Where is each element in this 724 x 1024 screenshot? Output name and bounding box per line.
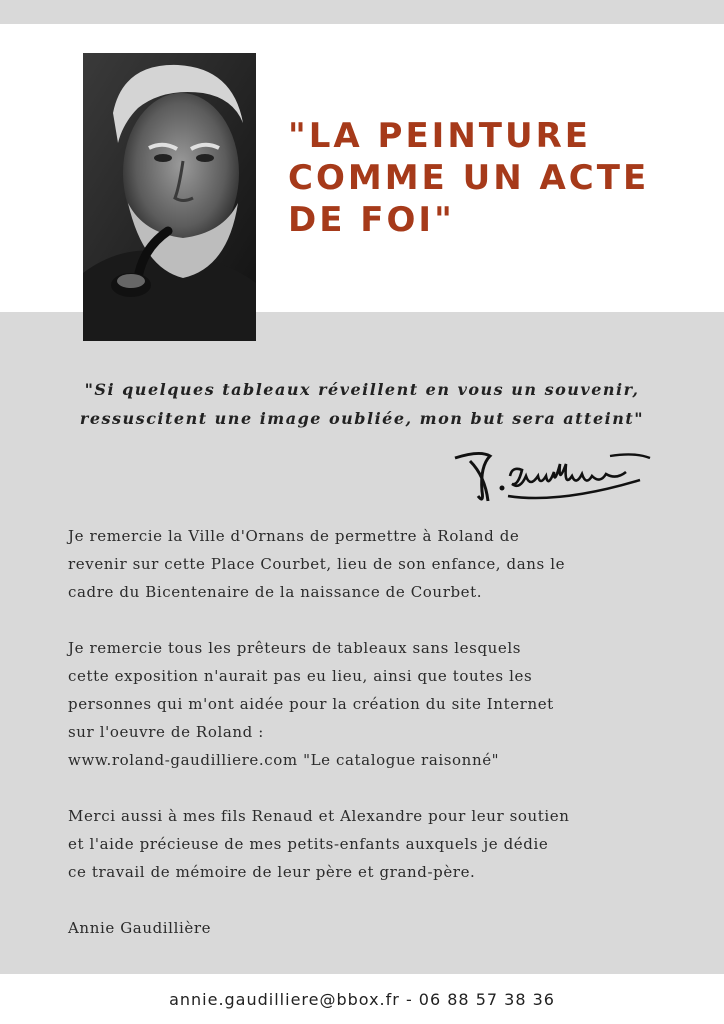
- quote: [40, 375, 684, 433]
- signature-image: [450, 446, 655, 506]
- text-line: revenir sur cette Place Courbet, lieu de son enfance, dans le: [68, 555, 566, 573]
- text-line: Je remercie la Ville d'Ornans de permettre à Roland de: [68, 527, 520, 545]
- top-band: [0, 0, 724, 24]
- footer-contact: annie.gaudilliere@bbox.fr - 06 88 57 38 36: [169, 990, 555, 1009]
- paragraph-thanks-ornans: [68, 522, 668, 606]
- text-line: cette exposition n'aurait pas eu lieu, ainsi que toutes les: [68, 667, 533, 685]
- page-title: [288, 115, 708, 241]
- portrait-photo: [83, 53, 256, 341]
- paragraph-thanks-family: [68, 802, 668, 886]
- text-line: Merci aussi à mes fils Renaud et Alexandre pour leur soutien: [68, 807, 570, 825]
- text-line: sur l'oeuvre de Roland :: [68, 723, 264, 741]
- quote-line: "Si quelques tableaux réveillent en vous un souvenir,: [84, 380, 640, 399]
- title-line: DE FOI": [288, 200, 455, 240]
- text-line: cadre du Bicentenaire de la naissance de Courbet.: [68, 583, 483, 601]
- body-text: [68, 522, 668, 970]
- text-line: Annie Gaudillière: [68, 919, 212, 937]
- text-line: personnes qui m'ont aidée pour la création du site Internet: [68, 695, 554, 713]
- website-text: www.roland-gaudilliere.com "Le catalogue raisonné": [68, 751, 500, 769]
- title-line: "LA PEINTURE: [288, 116, 591, 156]
- text-line: Je remercie tous les prêteurs de tableaux sans lesquels: [68, 639, 522, 657]
- title-line: COMME UN ACTE: [288, 158, 650, 198]
- paragraph-thanks-lenders: [68, 634, 668, 774]
- text-line: ce travail de mémoire de leur père et grand-père.: [68, 863, 476, 881]
- author-name: [68, 914, 668, 942]
- quote-line: ressuscitent une image oubliée, mon but sera atteint": [79, 409, 645, 428]
- text-line: et l'aide précieuse de mes petits-enfants auxquels je dédie: [68, 835, 549, 853]
